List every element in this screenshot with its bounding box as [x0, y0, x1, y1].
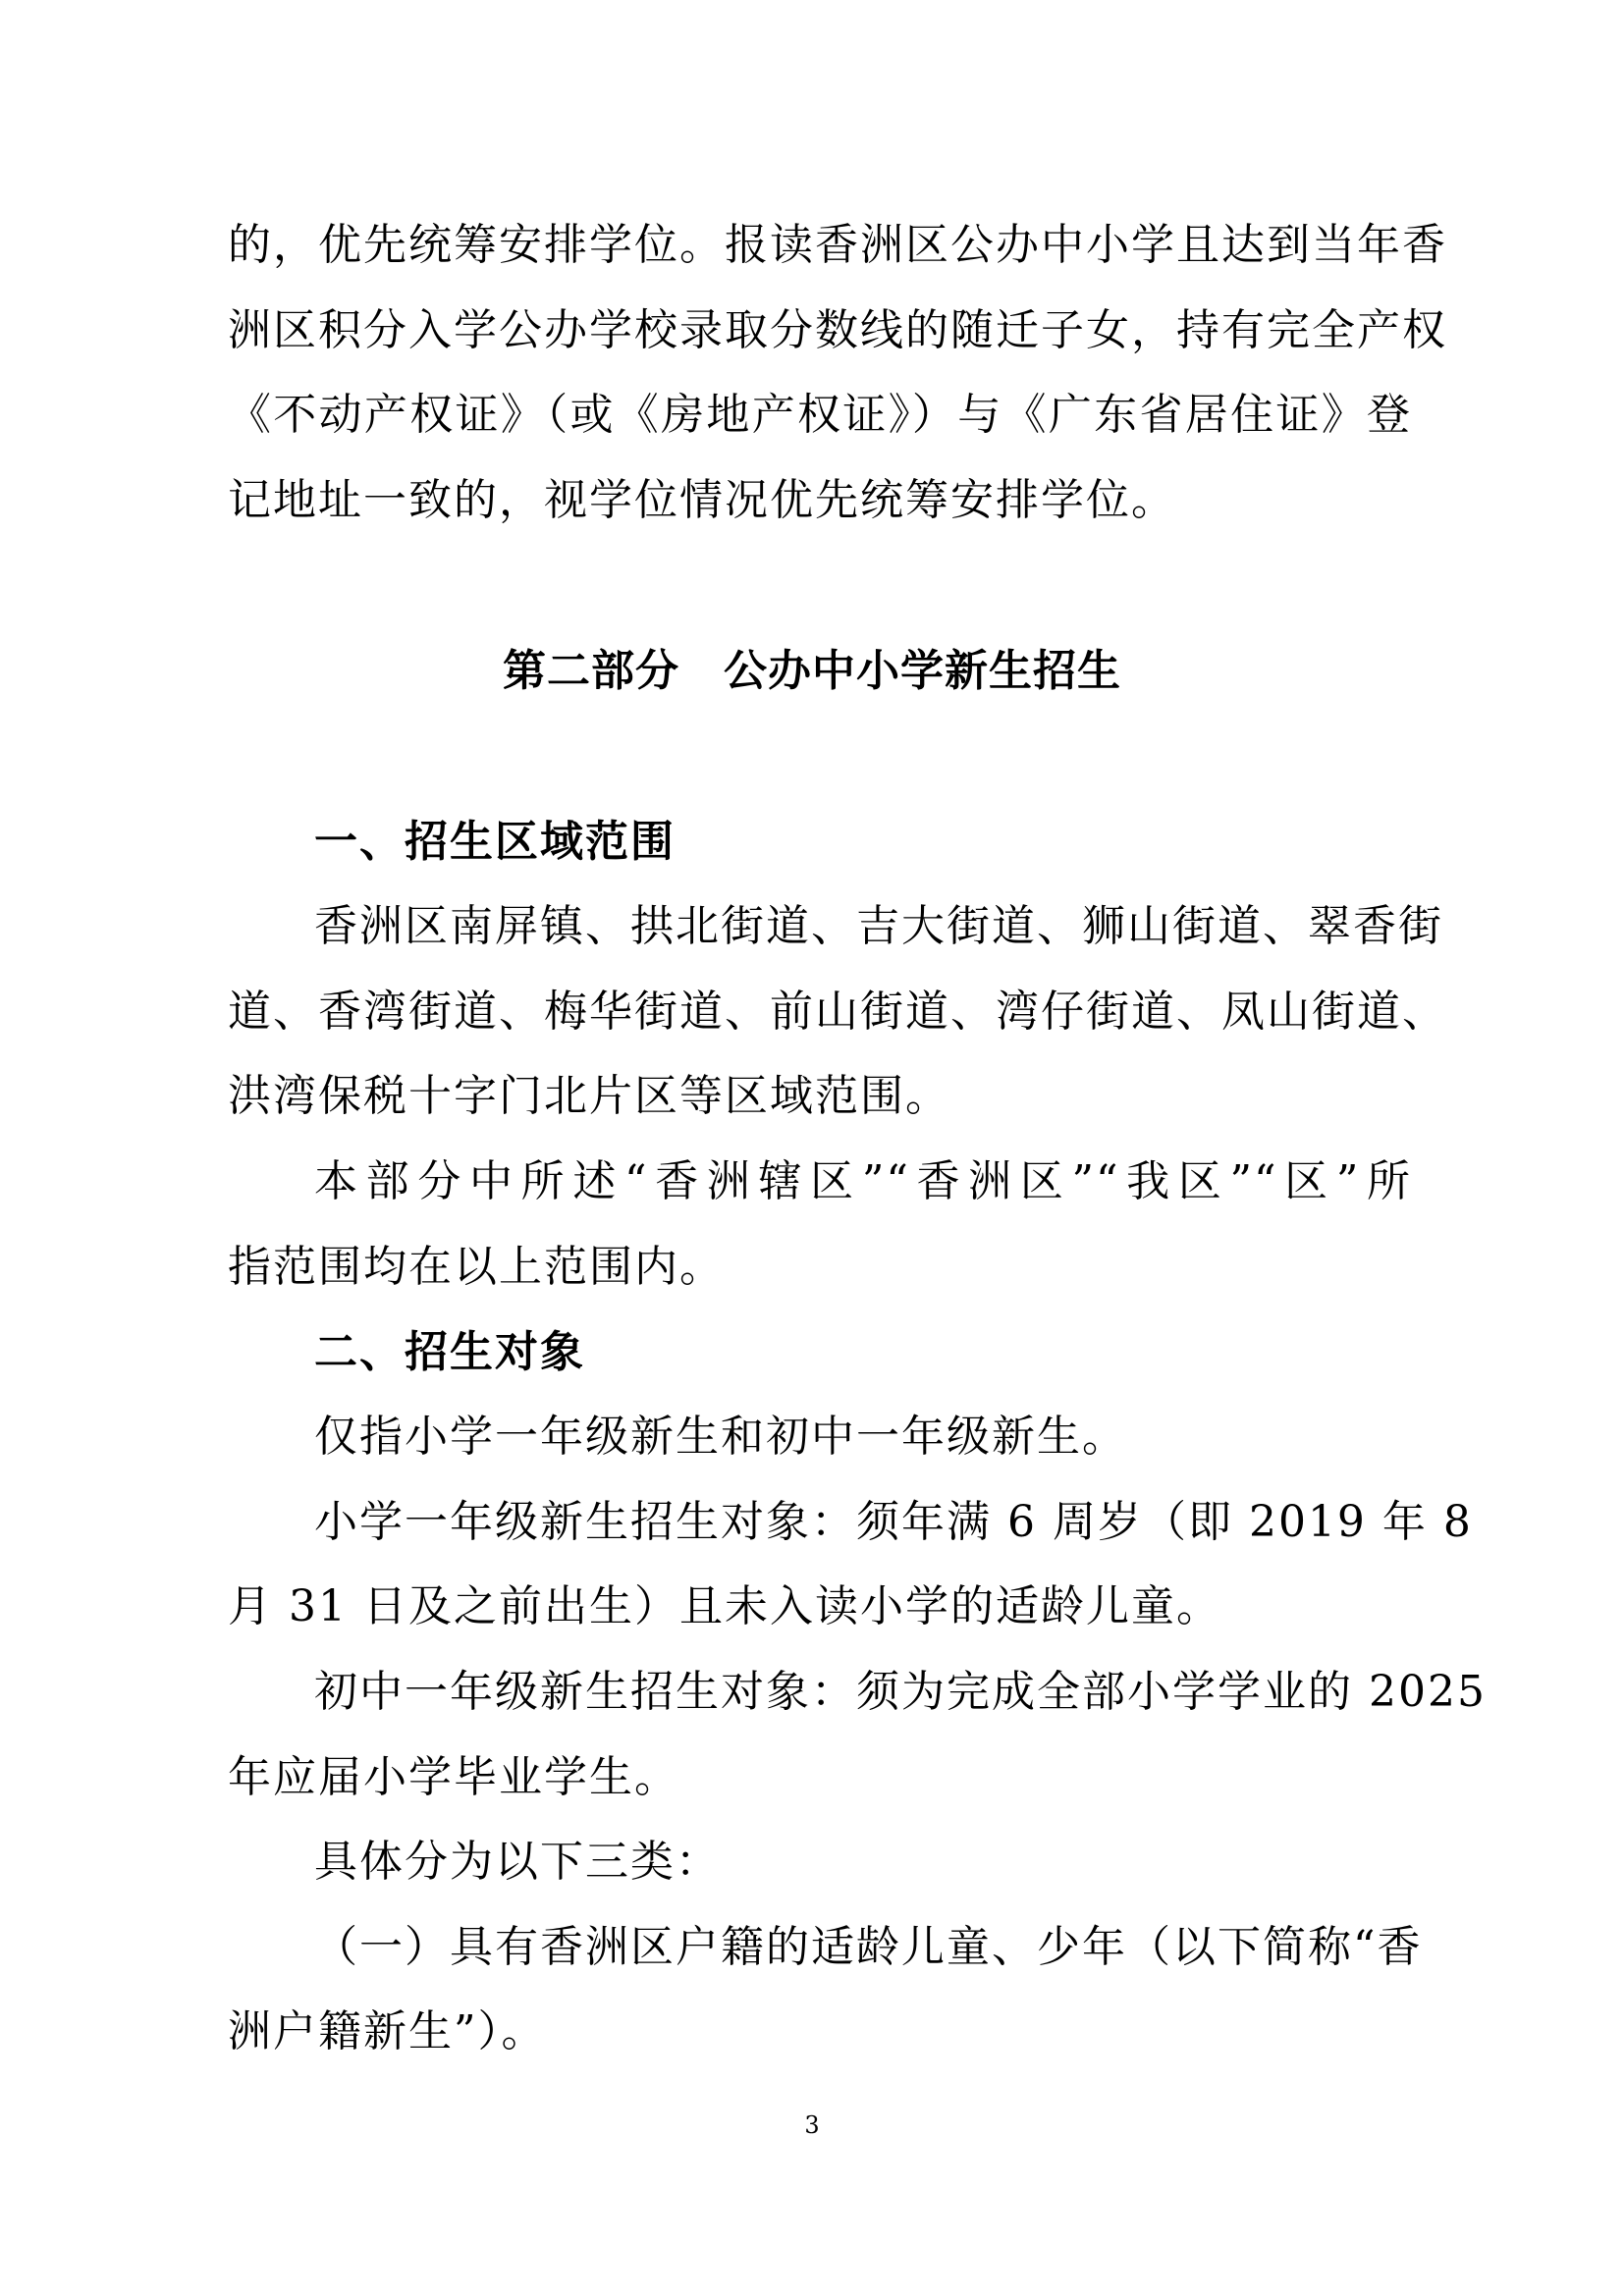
page-number: 3 [804, 2111, 820, 2139]
part-title: 第二部分 公办中小学新生招生 [503, 646, 1121, 696]
intro-line-3: 《不动产权证》（或《房地产权证》）与《广东省居住证》登 [228, 390, 1412, 440]
region-line-3: 洪湾保税十字门北片区等区域范围。 [228, 1071, 950, 1121]
category-one-line-1: （一）具有香洲区户籍的适龄儿童、少年（以下简称“香 [314, 1922, 1423, 1972]
junior-line-2: 年应届小学毕业学生。 [228, 1752, 679, 1802]
junior-line-1: 初中一年级新生招生对象：须为完成全部小学学业的 2025 [314, 1667, 1487, 1717]
intro-line-4: 记地址一致的，视学位情况优先统筹安排学位。 [228, 475, 1176, 525]
target-line-1: 仅指小学一年级新生和初中一年级新生。 [314, 1412, 1127, 1462]
category-one-line-2: 洲户籍新生”）。 [228, 2006, 547, 2056]
section-heading-target: 二、招生对象 [314, 1327, 585, 1377]
primary-line-2: 月 31 日及之前出生）且未入读小学的适龄儿童。 [228, 1581, 1221, 1631]
section-heading-region: 一、招生区域范围 [314, 817, 676, 867]
region-line-2: 道、香湾街道、梅华街道、前山街道、湾仔街道、凤山街道、 [228, 987, 1447, 1037]
scope-line-2: 指范围均在以上范围内。 [228, 1242, 725, 1292]
region-line-1: 香洲区南屏镇、拱北街道、吉大街道、狮山街道、翠香街 [314, 901, 1443, 951]
intro-line-1: 的，优先统筹安排学位。报读香洲区公办中小学且达到当年香 [228, 220, 1447, 270]
scope-line-1: 本部分中所述“香洲辖区”“香洲区”“我区”“区”所 [314, 1156, 1412, 1206]
intro-line-2: 洲区积分入学公办学校录取分数线的随迁子女，持有完全产权 [228, 305, 1447, 355]
categories-intro: 具体分为以下三类： [314, 1837, 721, 1887]
primary-line-1: 小学一年级新生招生对象：须年满 6 周岁（即 2019 年 8 [314, 1497, 1473, 1547]
